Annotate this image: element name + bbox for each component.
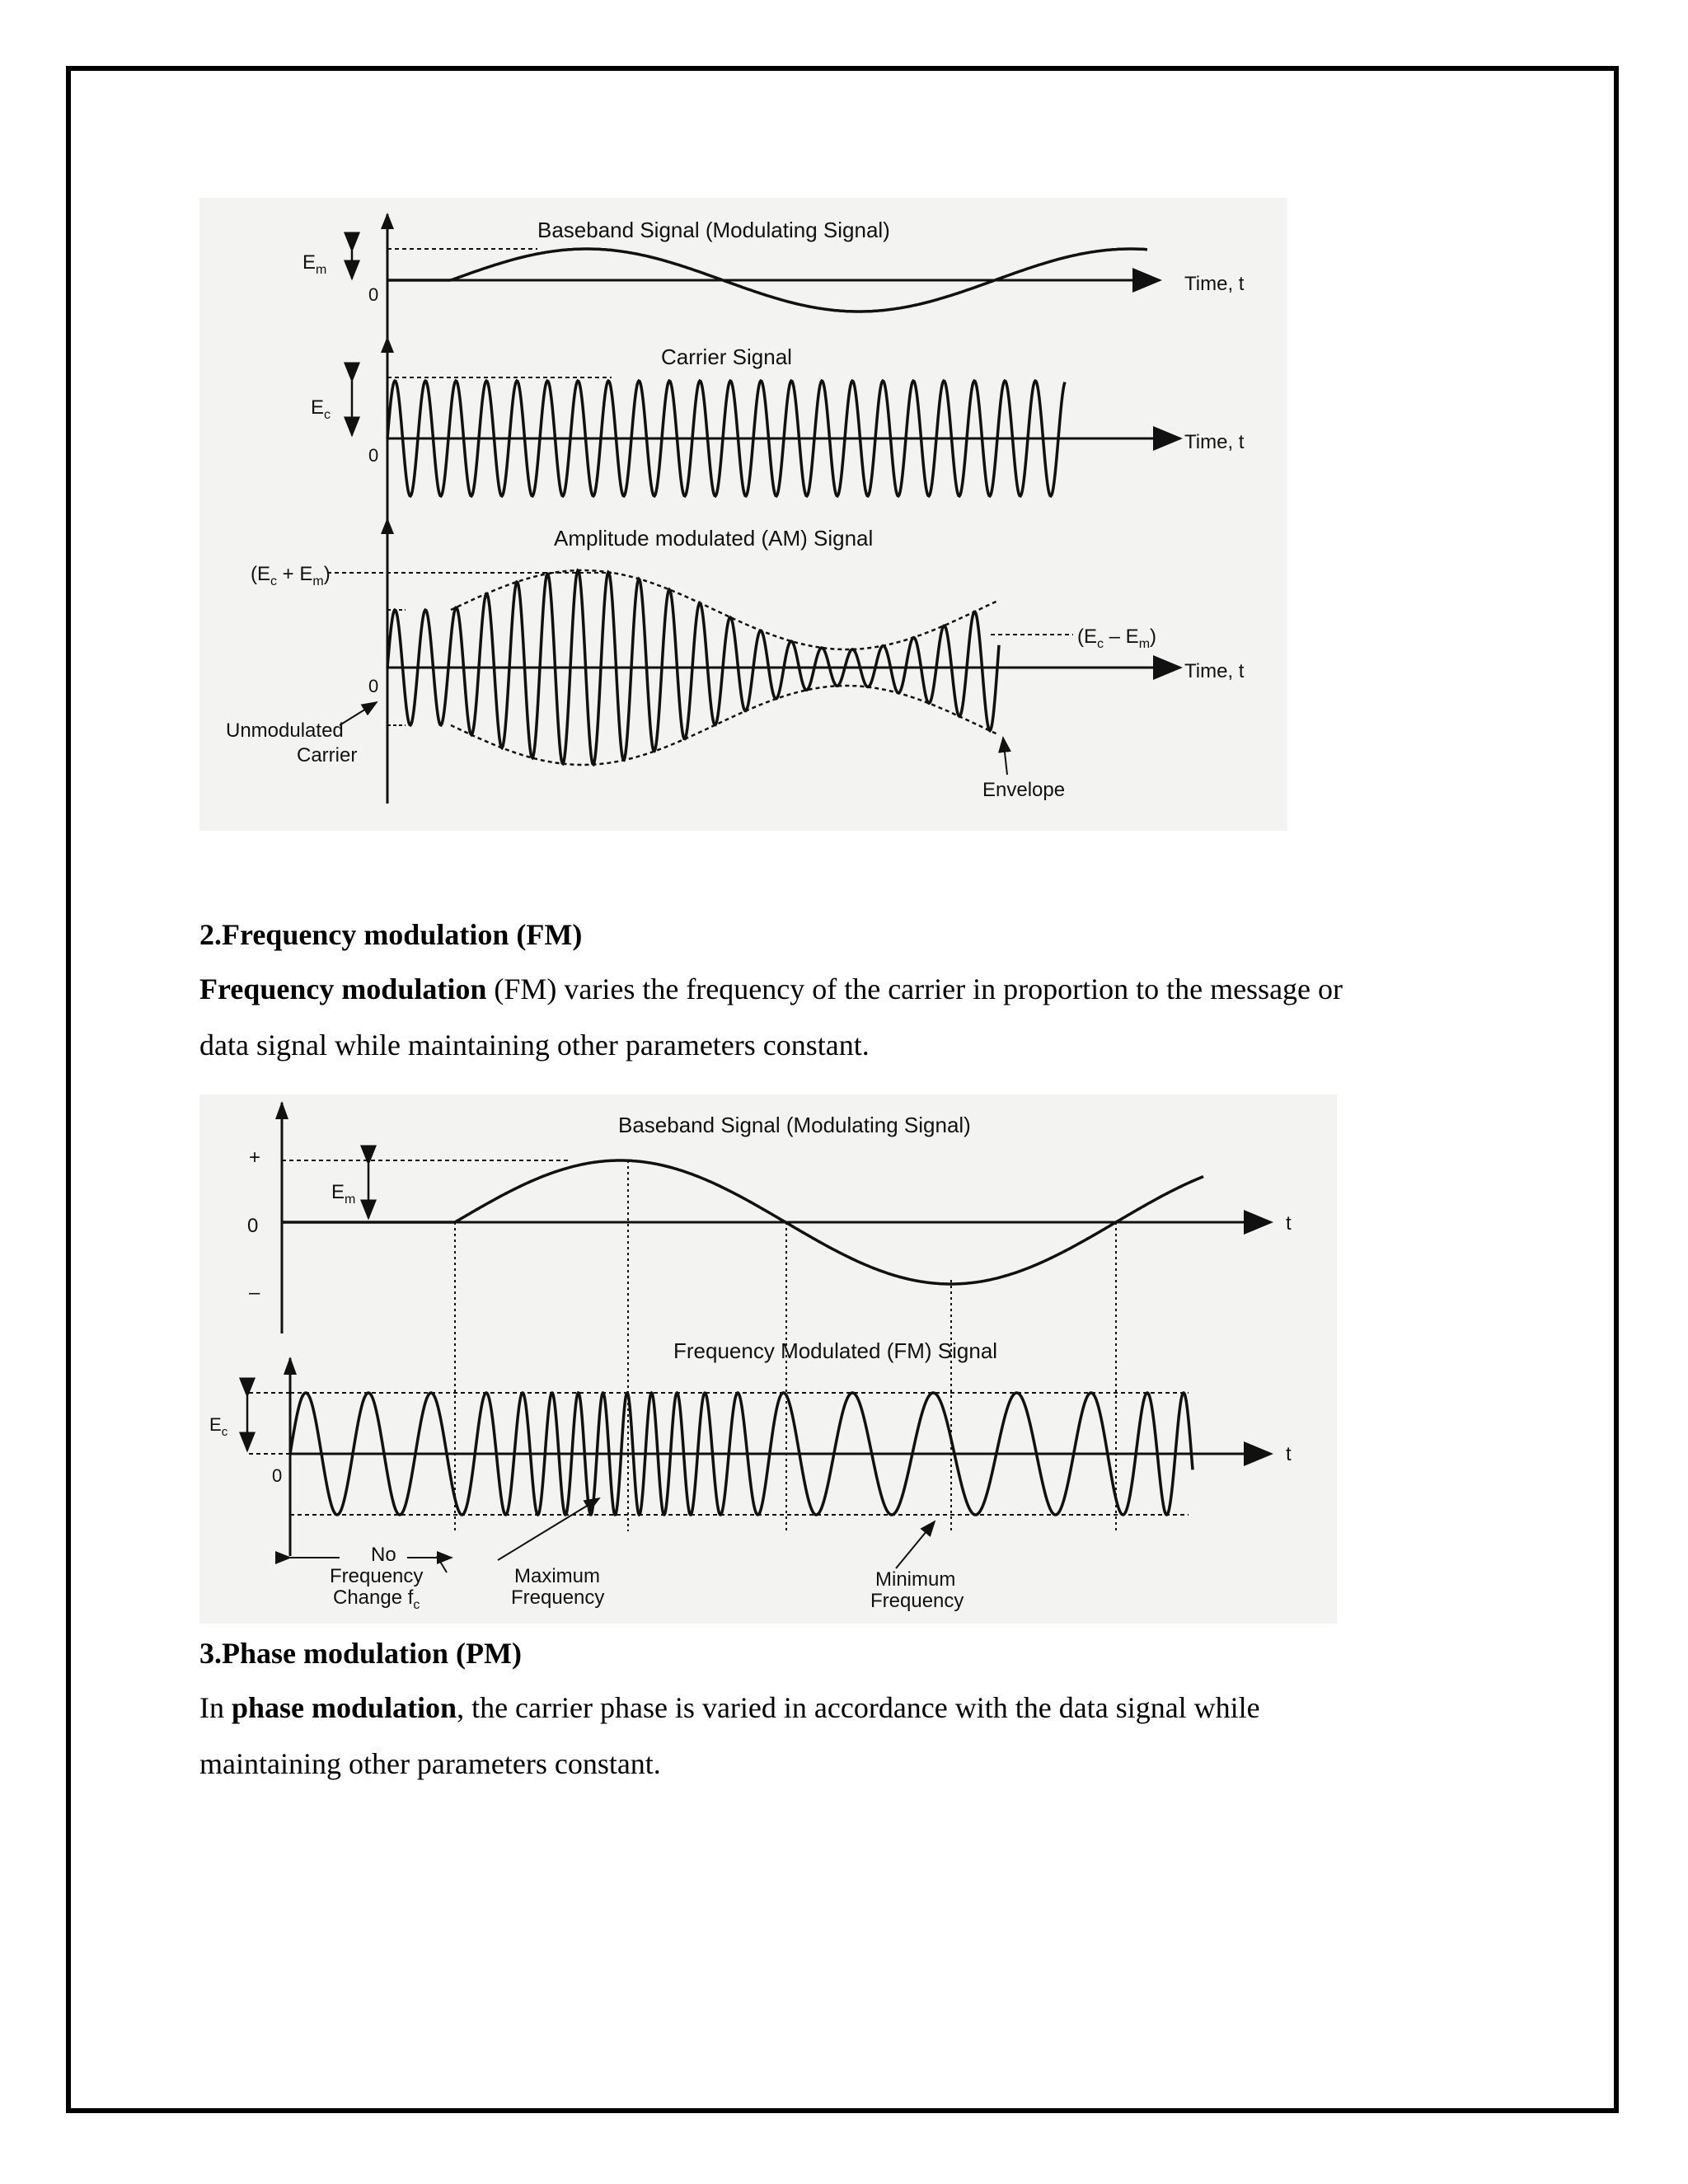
am-axis-arrow-top <box>381 213 394 229</box>
section-3-paragraph <box>199 1680 1535 1792</box>
am-baseband-time-label: Time, t <box>1184 273 1245 295</box>
fm-min-freq-label-2: Frequency <box>870 1590 964 1612</box>
fm-no-change-label-1: No <box>371 1544 396 1566</box>
am-signal-title: Amplitude modulated (AM) Signal <box>554 526 874 551</box>
fm-signal-axis-arrow <box>284 1357 297 1375</box>
section-2-line-1 <box>199 961 1535 1017</box>
fm-no-change-label-2: Frequency <box>330 1565 424 1587</box>
fm-baseband-axis-arrow <box>275 1101 288 1119</box>
am-ec-minus-em-label: $(E_c - E_m)$ <box>1077 626 1157 651</box>
fm-minus-label: – <box>249 1282 260 1304</box>
am-axis-arrow-mid <box>381 336 394 353</box>
am-carrier-time-label: Time, t <box>1184 431 1245 453</box>
fm-min-freq-pointer <box>896 1521 935 1568</box>
am-unmodulated-label-1: Unmodulated <box>226 719 344 742</box>
am-modulation-figure <box>199 198 1287 831</box>
am-figure-svg <box>199 198 1287 831</box>
section-3-heading: 3.Phase modulation (PM) <box>199 1637 522 1670</box>
am-signal-time-label: Time, t <box>1184 660 1245 682</box>
fm-max-freq-label-2: Frequency <box>511 1586 605 1609</box>
am-ec-label: $E_c$ <box>311 396 331 422</box>
am-unmodulated-label-2: Carrier <box>297 744 358 766</box>
fm-signal-zero: 0 <box>272 1465 283 1486</box>
fm-max-freq-label-1: Maximum <box>514 1565 601 1587</box>
section-2-text-1: (FM) varies the frequency of the carrier in proportion to the message or <box>486 972 1343 1005</box>
fm-ec-label: $E_c$ <box>209 1414 228 1439</box>
fm-no-change-label-3: Change $f_c$ <box>333 1586 420 1612</box>
section-2-bold-term: Frequency modulation <box>199 972 487 1005</box>
section-3-bold-term: phase modulation <box>232 1691 457 1724</box>
am-envelope-label: Envelope <box>982 779 1066 801</box>
am-unmodulated-pointer <box>340 702 377 725</box>
section-3-line-1 <box>199 1680 1535 1736</box>
fm-em-label: $E_m$ <box>331 1181 356 1207</box>
am-carrier-zero: 0 <box>368 445 379 466</box>
fm-figure-svg <box>199 1094 1337 1624</box>
am-axis-arrow-low <box>381 518 394 534</box>
section-2-line-2: data signal while maintaining other parameters constant. <box>199 1029 870 1062</box>
section-2-heading: 2.Frequency modulation (FM) <box>199 918 583 951</box>
fm-plus-label: + <box>249 1146 261 1169</box>
am-baseband-title: Baseband Signal (Modulating Signal) <box>537 218 890 242</box>
section-3-line-2: maintaining other parameters constant. <box>199 1747 661 1780</box>
section-2-paragraph <box>199 961 1535 1073</box>
fm-baseband-title: Baseband Signal (Modulating Signal) <box>618 1113 971 1137</box>
am-carrier-title: Carrier Signal <box>661 344 792 369</box>
fm-signal-t-label: t <box>1286 1443 1292 1465</box>
fm-baseband-zero: 0 <box>247 1215 259 1237</box>
am-ec-plus-em-label: $(E_c + E_m)$ <box>251 563 331 588</box>
fm-max-freq-pointer <box>498 1498 599 1560</box>
section-3-text-1: , the carrier phase is varied in accordance with the data signal while <box>457 1691 1260 1724</box>
am-baseband-zero: 0 <box>368 284 379 305</box>
fm-baseband-t-label: t <box>1286 1212 1292 1235</box>
fm-signal-title: Frequency Modulated (FM) Signal <box>673 1338 998 1363</box>
fm-modulation-figure <box>199 1094 1337 1624</box>
am-em-label: $E_m$ <box>302 251 327 277</box>
section-3-prefix: In <box>199 1691 232 1724</box>
fm-min-freq-label-1: Minimum <box>875 1568 956 1591</box>
am-envelope-pointer <box>1003 738 1007 775</box>
am-signal-zero: 0 <box>368 676 379 696</box>
